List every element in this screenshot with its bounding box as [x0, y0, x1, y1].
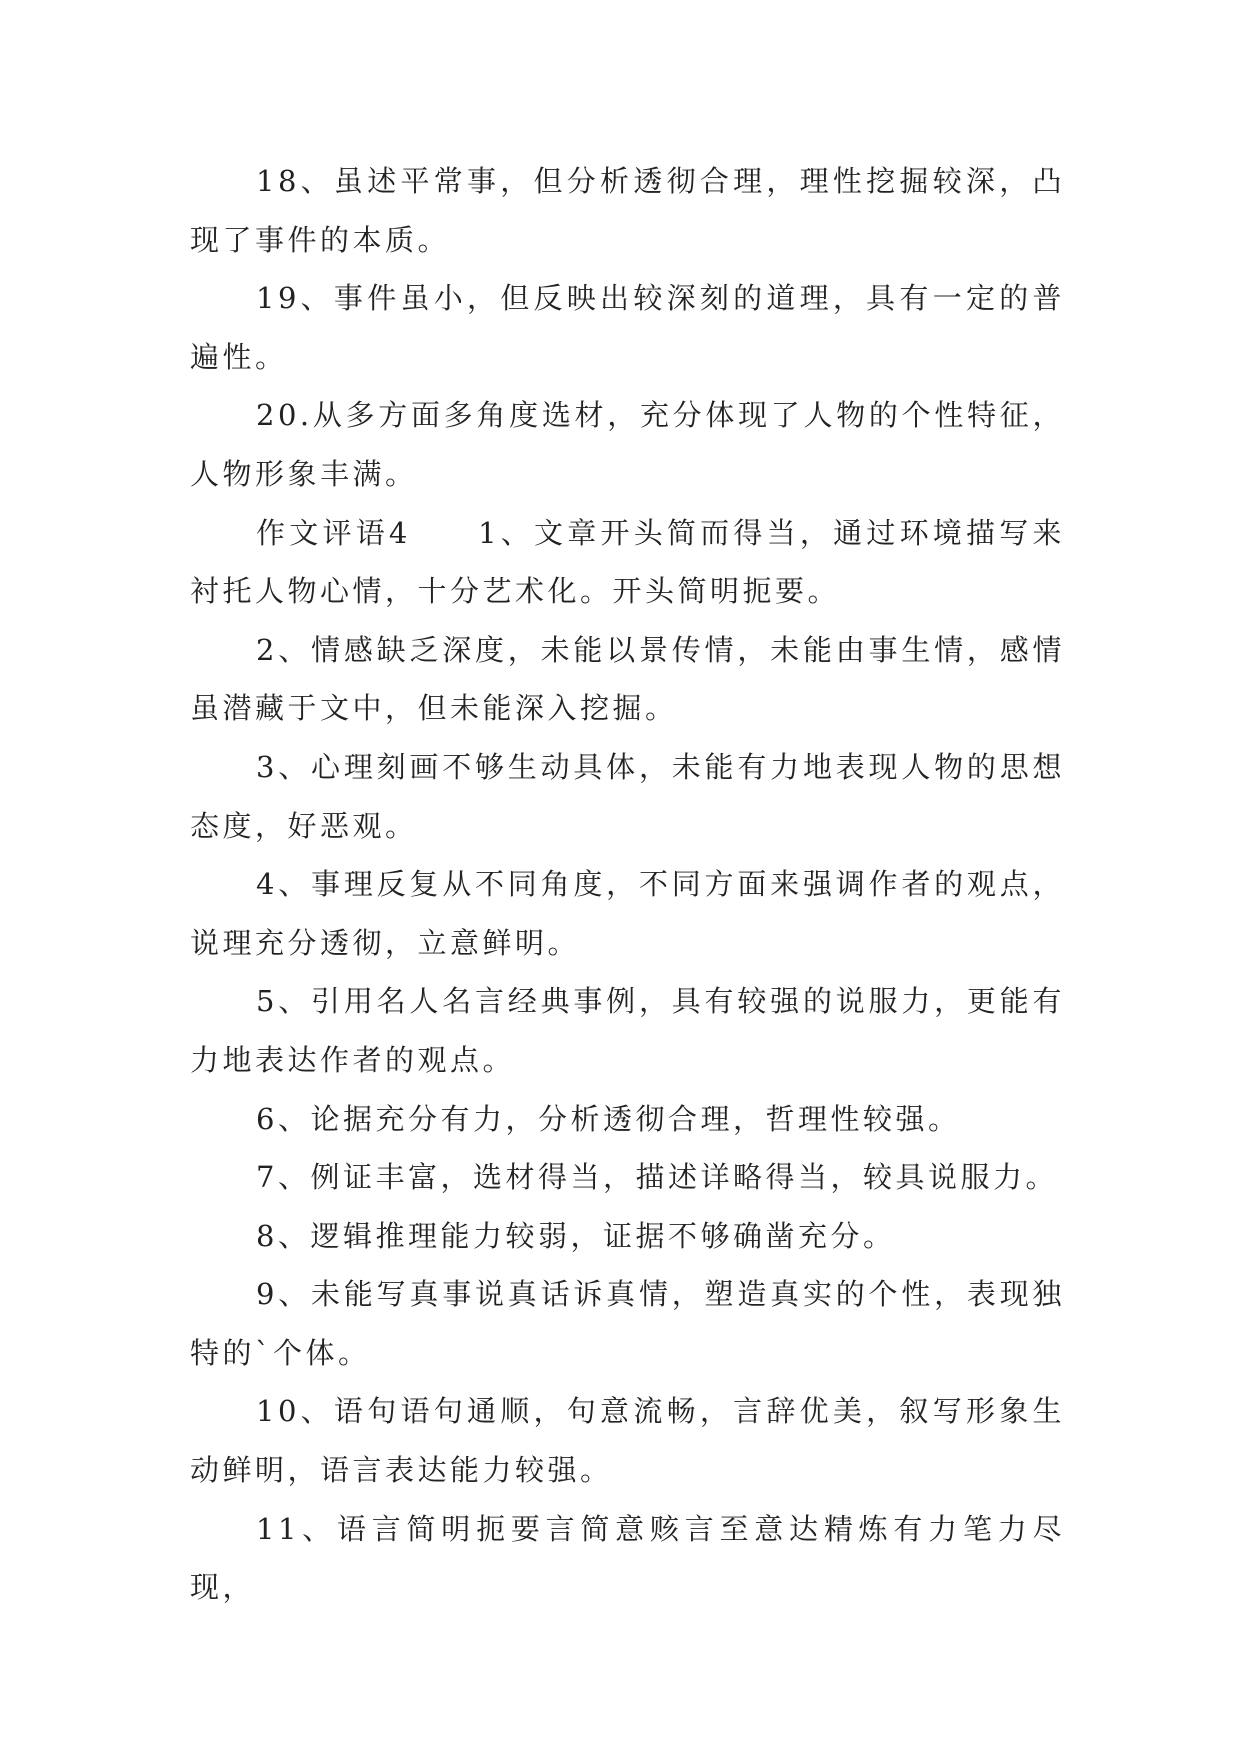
paragraph-essay-comment-4-item-1: 作文评语4 1、文章开头简而得当，通过环境描写来衬托人物心情，十分艺术化。开头简明扼要。: [190, 515, 1065, 609]
paragraph-11: 11、语言简明扼要言简意赅言至意达精炼有力笔力尽现，: [190, 1511, 1065, 1605]
paragraph-9: 9、未能写真事说真话诉真情，塑造真实的个性，表现独特的`个体。: [190, 1277, 1065, 1370]
paragraph-2: 2、情感缺乏深度，未能以景传情，未能由事生情，感情虽潜藏于文中，但未能深入挖掘。: [190, 632, 1065, 726]
paragraph-6: 6、论据充分有力，分析透彻合理，哲理性较强。: [256, 1101, 961, 1136]
paragraph-8: 8、逻辑推理能力较弱，证据不够确凿充分。: [256, 1218, 896, 1253]
paragraph-3: 3、心理刻画不够生动具体，未能有力地表现人物的思想态度，好恶观。: [190, 749, 1065, 843]
paragraph-18: 18、虽述平常事，但分析透彻合理，理性挖掘较深，凸现了事件的本质。: [190, 164, 1065, 257]
paragraph-5: 5、引用名人名言经典事例，具有较强的说服力，更能有力地表达作者的观点。: [190, 984, 1065, 1077]
paragraph-20: 20.从多方面多角度选材，充分体现了人物的个性特征，人物形象丰满。: [190, 398, 1065, 491]
paragraph-10: 10、语句语句通顺，句意流畅，言辞优美，叙写形象生动鲜明，语言表达能力较强。: [190, 1394, 1065, 1488]
paragraph-19: 19、事件虽小，但反映出较深刻的道理，具有一定的普遍性。: [190, 281, 1065, 374]
paragraph-7: 7、例证丰富，选材得当，描述详略得当，较具说服力。: [256, 1160, 1058, 1195]
document-body: [190, 152, 1065, 1617]
paragraph-4: 4、事理反复从不同角度，不同方面来强调作者的观点，说理充分透彻，立意鲜明。: [190, 867, 1065, 960]
